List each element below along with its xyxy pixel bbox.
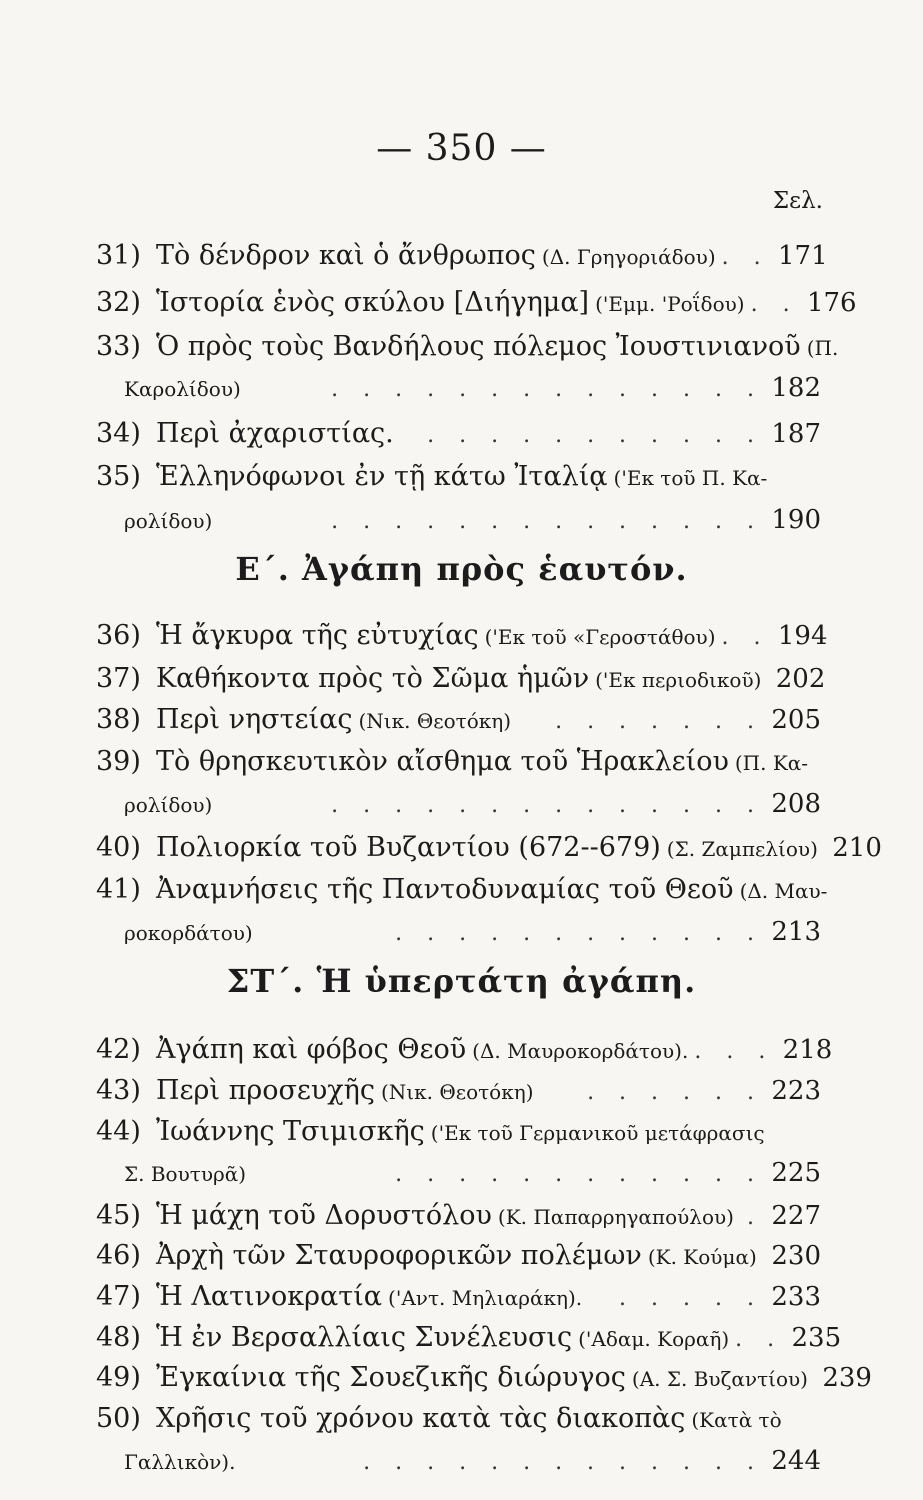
- entry-page: 218: [782, 1035, 833, 1065]
- dot-leader: .: [747, 1205, 763, 1230]
- entry-title: Καθήκοντα πρὸς τὸ Σῶμα ἡμῶν: [156, 663, 590, 694]
- section-heading-e: Ε΄. Ἀγάπη πρὸς ἑαυτόν.: [235, 550, 688, 588]
- entry-title: Ἐγκαίνια τῆς Σουεζικῆς διώρυγος: [156, 1362, 626, 1393]
- entry-number: 41): [96, 874, 141, 905]
- entry-source: (Α. Σ. Βυζαντίου): [631, 1367, 808, 1391]
- dot-leader: . . . . . . .: [555, 709, 763, 734]
- entry-title: Ἑλληνόφωνοι ἐν τῇ κάτω Ἰταλίᾳ: [156, 461, 608, 492]
- entry-title: Περὶ ἀχαριστίας.: [156, 418, 394, 449]
- section-heading-st: ΣΤ΄. Ἡ ὑπερτάτη ἀγάπη.: [226, 962, 697, 1000]
- entry-source: (Σ. Ζαμπελίου): [666, 837, 818, 861]
- entry-title: Ἡ ἄγκυρα τῆς εὐτυχίας: [156, 620, 479, 651]
- toc-entry: [96, 418, 821, 449]
- entry-source-continuation: ροκορδάτου): [124, 921, 253, 945]
- toc-entry: [96, 704, 821, 735]
- entry-source: ('Εκ τοῦ Γερμανικοῦ μετάφρασις: [430, 1121, 765, 1145]
- entry-source-continuation: Γαλλικὸν).: [124, 1450, 236, 1474]
- entry-source: ('Αδαμ. Κοραῆ): [578, 1327, 730, 1351]
- dot-leader: . .: [735, 1327, 784, 1352]
- entry-title: Τὸ δένδρον καὶ ὁ ἄνθρωπος: [156, 240, 536, 271]
- entry-title: Τὸ θρησκευτικὸν αἴσθημα τοῦ Ἡρακλείου: [156, 746, 729, 777]
- entry-page: 187: [771, 419, 821, 449]
- toc-entry: [96, 1362, 872, 1393]
- entry-number: 36): [96, 620, 141, 651]
- entry-number: 49): [96, 1362, 141, 1393]
- entry-source: ('Εκ τοῦ Π. Κα-: [613, 466, 768, 490]
- entry-page: 230: [771, 1241, 821, 1271]
- entry-page: 202: [775, 664, 826, 694]
- entry-page: 208: [771, 789, 821, 819]
- entry-title: Ἡ ἐν Βερσαλλίαις Συνέλευσις: [156, 1322, 573, 1353]
- entry-title: Περὶ προσευχῆς: [156, 1075, 375, 1106]
- entry-number: 33): [96, 331, 141, 362]
- dot-leader: . . . . . . . . . . . . . .: [331, 377, 763, 402]
- entry-title: Περὶ νηστείας: [156, 704, 353, 735]
- page-number: — 350 —: [376, 128, 547, 169]
- entry-number: 38): [96, 704, 141, 735]
- entry-number: 42): [96, 1034, 141, 1065]
- entry-title: Ἡ μάχη τοῦ Δορυστόλου: [156, 1200, 492, 1231]
- toc-entry: [96, 461, 821, 492]
- dot-leader: . . . . . . . . . . . .: [395, 1162, 763, 1187]
- entry-page: 210: [832, 833, 882, 863]
- dot-leader: . . .: [694, 1039, 775, 1064]
- page-column-label: Σελ.: [772, 188, 823, 214]
- toc-entry-continuation: [124, 505, 821, 535]
- entry-page: 233: [771, 1282, 821, 1312]
- toc-entry: [96, 1075, 821, 1106]
- entry-number: 44): [96, 1116, 141, 1147]
- entry-title: Χρῆσις τοῦ χρόνου κατὰ τὰς διακοπὰς: [156, 1403, 686, 1434]
- entry-source-continuation: Καρολίδου): [124, 377, 241, 401]
- dot-leader: . . . . . . . . . . . . . .: [331, 793, 763, 818]
- entry-source-continuation: ρολίδου): [124, 793, 213, 817]
- dot-leader: . .: [750, 292, 799, 317]
- entry-title: Ἱστορία ἑνὸς σκύλου [Διήγημα]: [156, 287, 590, 318]
- entry-source: (Νικ. Θεοτόκη): [358, 709, 512, 733]
- entry-title: Ἀγάπη καὶ φόβος Θεοῦ: [156, 1034, 467, 1065]
- entry-source-continuation: ρολίδου): [124, 509, 213, 533]
- entry-title: Ἀναμνήσεις τῆς Παντοδυναμίας τοῦ Θεοῦ: [156, 874, 734, 905]
- toc-entry-continuation: [124, 1446, 821, 1476]
- entry-number: 32): [96, 287, 141, 318]
- entry-number: 34): [96, 418, 141, 449]
- dot-leader: . . . . . . . . . . . . . .: [331, 509, 763, 534]
- dot-leader: . . . . .: [619, 1286, 763, 1311]
- entry-number: 45): [96, 1200, 141, 1231]
- dot-leader: . .: [721, 245, 770, 270]
- entry-source: (Κ. Παπαρρηγαπούλου): [497, 1205, 734, 1229]
- toc-entry: [96, 1322, 842, 1353]
- entry-page: 239: [822, 1363, 872, 1393]
- entry-source: (Δ. Γρηγοριάδου): [541, 245, 716, 269]
- toc-entry-continuation: [124, 1158, 821, 1188]
- dot-leader: . . . . . .: [587, 1080, 763, 1105]
- entry-page: 244: [771, 1446, 821, 1476]
- entry-source: (Δ. Μαυροκορδάτου).: [472, 1039, 689, 1063]
- entry-page: 190: [771, 505, 821, 535]
- toc-entry: [96, 331, 839, 362]
- entry-number: 43): [96, 1075, 141, 1106]
- entry-page: 182: [771, 373, 821, 403]
- entry-source: (Δ. Μαυ-: [739, 879, 828, 903]
- entry-number: 40): [96, 832, 141, 863]
- entry-number: 47): [96, 1281, 141, 1312]
- toc-entry: [96, 1116, 821, 1147]
- entry-source: (Π.: [806, 336, 839, 360]
- dot-leader: . . . . . . . . . . . . .: [363, 1450, 763, 1475]
- toc-entry: [96, 1403, 821, 1434]
- toc-entry: [96, 1240, 821, 1271]
- entry-number: 50): [96, 1403, 141, 1434]
- entry-number: 31): [96, 240, 141, 271]
- entry-source: ('Εμμ. 'Ροΐδου): [595, 292, 745, 316]
- entry-page: 213: [771, 917, 821, 947]
- toc-entry: [96, 874, 828, 905]
- entry-number: 37): [96, 663, 141, 694]
- entry-title: Ἰωάννης Τσιμισκῆς: [156, 1116, 425, 1147]
- toc-entry: [96, 1200, 821, 1231]
- entry-page: 227: [771, 1201, 821, 1231]
- entry-page: 225: [771, 1158, 821, 1188]
- entry-page: 176: [806, 288, 857, 318]
- toc-entry: [96, 663, 826, 694]
- entry-title: Ὁ πρὸς τοὺς Βανδήλους πόλεμος Ἰουστινιανοῦ: [156, 331, 801, 362]
- entry-page: 194: [777, 621, 828, 651]
- entry-source: (Νικ. Θεοτόκη): [380, 1080, 534, 1104]
- entry-source: (Π. Κα-: [734, 751, 809, 775]
- toc-entry-continuation: [124, 917, 821, 947]
- dot-leader: . . . . . . . . . . .: [427, 423, 763, 448]
- dot-leader: . .: [721, 625, 770, 650]
- dot-leader: . . . . . . . . . . . .: [395, 921, 763, 946]
- toc-entry: [96, 287, 857, 318]
- entry-page: 223: [771, 1076, 821, 1106]
- entry-source: ('Εκ περιοδικοῦ): [595, 668, 762, 692]
- entry-source: ('Εκ τοῦ «Γεροστάθου): [484, 625, 716, 649]
- toc-entry: [96, 746, 821, 777]
- entry-title: Ἡ Λατινοκρατία: [156, 1281, 383, 1312]
- entry-page: 171: [778, 241, 828, 271]
- toc-entry: [96, 620, 828, 651]
- toc-entry-continuation: [124, 789, 821, 819]
- entry-number: 48): [96, 1322, 141, 1353]
- toc-entry: [96, 240, 828, 271]
- entry-title: Ἀρχὴ τῶν Σταυροφορικῶν πολέμων: [156, 1240, 642, 1271]
- toc-entry: [96, 1281, 821, 1312]
- toc-entry: [96, 1034, 833, 1065]
- entry-source: (Κ. Κούμα): [647, 1245, 757, 1269]
- entry-page: 235: [791, 1323, 842, 1353]
- entry-number: 46): [96, 1240, 141, 1271]
- entry-number: 39): [96, 746, 141, 777]
- entry-title: Πολιορκία τοῦ Βυζαντίου (672--679): [156, 832, 661, 863]
- entry-source-continuation: Σ. Βουτυρᾶ): [124, 1162, 247, 1186]
- entry-number: 35): [96, 461, 141, 492]
- entry-page: 205: [771, 705, 821, 735]
- toc-entry: [96, 832, 882, 863]
- entry-source: (Κατὰ τὸ: [691, 1408, 782, 1432]
- entry-source: ('Αντ. Μηλιαράκη).: [388, 1286, 583, 1310]
- toc-entry-continuation: [124, 373, 821, 403]
